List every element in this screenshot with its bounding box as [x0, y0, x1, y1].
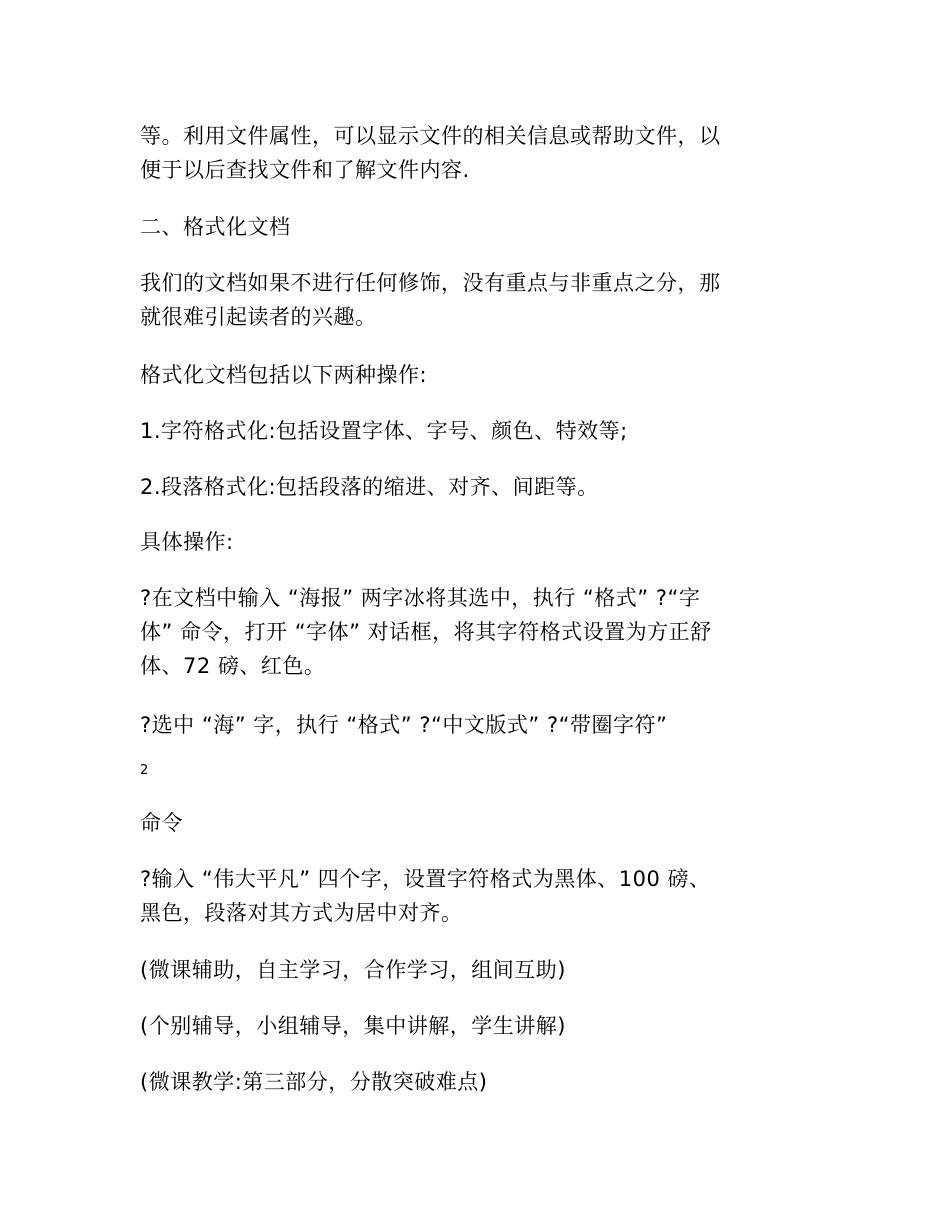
- note-individual-tutoring: [140, 1009, 820, 1043]
- text-line: ?输入 “伟大平凡” 四个字，设置字符格式为黑体、100 磅、: [140, 867, 711, 891]
- text-line: (微课教学:第三部分，分散突破难点): [140, 1070, 488, 1094]
- list-item-paragraph-format: [140, 470, 820, 504]
- text-line: 黑色，段落对其方式为居中对齐。: [140, 901, 463, 925]
- paragraph-step-great-ordinary: [140, 862, 820, 930]
- note-microlesson-assist: [140, 953, 820, 987]
- text-line: 体、72 磅、红色。: [140, 654, 326, 678]
- list-item-character-format: [140, 414, 820, 448]
- text-line: 体” 命令，打开 “字体” 对话框，将其字符格式设置为方正舒: [140, 620, 712, 644]
- paragraph-specific-operations: [140, 525, 820, 559]
- note-microlesson-teaching: [140, 1065, 820, 1099]
- text-line: (微课辅助，自主学习，合作学习，组间互助): [140, 958, 566, 982]
- paragraph-document-decoration: [140, 266, 820, 334]
- paragraph-step-poster: [140, 581, 820, 683]
- text-line: ?在文档中输入 “海报” 两字冰将其选中，执行 “格式” ?“字: [140, 586, 701, 610]
- text-line: 就很难引起读者的兴趣。: [140, 305, 377, 329]
- paragraph-command: [140, 806, 820, 840]
- text-line: 格式化文档包括以下两种操作:: [140, 363, 428, 387]
- text-line: (个别辅导，小组辅导，集中讲解，学生讲解): [140, 1014, 566, 1038]
- text-line: 等。利用文件属性，可以显示文件的相关信息或帮助文件，以: [140, 124, 721, 148]
- text-line: 二、格式化文档: [140, 215, 291, 239]
- paragraph-step-circled-char: [140, 708, 820, 742]
- text-line: 2.段落格式化:包括段落的缩进、对齐、间距等。: [140, 475, 599, 499]
- paragraph-format-operations: [140, 358, 820, 392]
- text-line: 1.字符格式化:包括设置字体、字号、颜色、特效等;: [140, 419, 628, 443]
- page-number: 2: [140, 763, 149, 778]
- text-line: 具体操作:: [140, 530, 234, 554]
- section-heading-format-document: [140, 210, 820, 244]
- paragraph-file-properties: [140, 119, 820, 187]
- text-line: ?选中 “海” 字，执行 “格式” ?“中文版式” ?“带圈字符”: [140, 713, 668, 737]
- text-line: 命令: [140, 811, 183, 835]
- text-line: 我们的文档如果不进行任何修饰，没有重点与非重点之分，那: [140, 271, 721, 295]
- text-line: 便于以后查找文件和了解文件内容.: [140, 158, 470, 182]
